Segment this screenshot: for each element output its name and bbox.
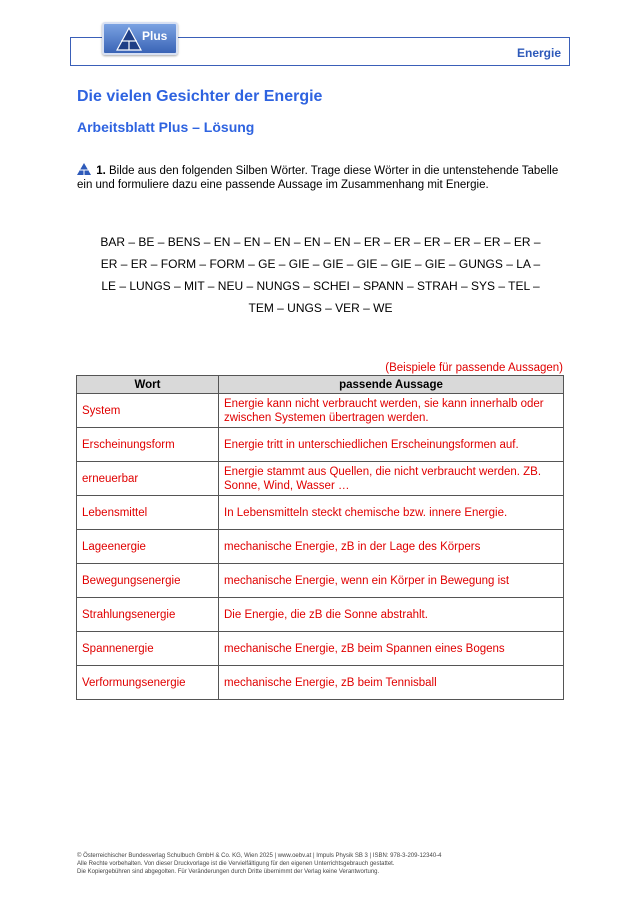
statement-cell: Energie stammt aus Quellen, die nicht verbraucht werden. ZB. Sonne, Wind, Wasser … [219,462,564,496]
statement-cell: mechanische Energie, wenn ein Körper in Bewegung ist [219,564,564,598]
examples-note: (Beispiele für passende Aussagen) [385,362,563,374]
word-cell: Spannenergie [77,632,219,666]
triangle-logo-icon [116,27,142,51]
word-cell: Strahlungsenergie [77,598,219,632]
statement-cell: Energie tritt in unterschiedlichen Erscheinungsformen auf. [219,428,564,462]
footer-line: © Österreichischer Bundesverlag Schulbuch GmbH & Co. KG, Wien 2025 | www.oebv.at | Impuls Physik SB 3 | ISBN: 978-3-209-12340-4 [77,853,442,859]
page-title: Die vielen Gesichter der Energie [77,88,323,105]
task-text: Bilde aus den folgenden Silben Wörter. Trage diese Wörter in die untenstehende Tabelle ein und formuliere dazu eine passende Aussage im Zusammenhang mit Energie. [77,165,559,191]
syllable-list [77,231,564,319]
syllable-line: LE – LUNGS – MIT – NEU – NUNGS – SCHEI – SPANN – STRAH – SYS – TEL – [101,279,540,293]
word-cell: Erscheinungsform [77,428,219,462]
copyright-footer [77,852,577,876]
table-row [77,564,564,598]
table-row [77,632,564,666]
footer-line: Die Kopiergebühren sind abgegolten. Für Veränderungen durch Dritte übernimmt der Verlag keine Verantwortung. [77,869,380,875]
statement-cell: Energie kann nicht verbraucht werden, sie kann innerhalb oder zwischen Systemen übertragen werden. [219,394,564,428]
footer-line: Alle Rechte vorbehalten. Von dieser Druckvorlage ist die Vervielfältigung für den eigenen Unterrichtsgebrauch gestattet. [77,861,395,867]
table-row [77,496,564,530]
statement-cell: mechanische Energie, zB beim Spannen eines Bogens [219,632,564,666]
statement-cell: mechanische Energie, zB beim Tennisball [219,666,564,700]
word-cell: erneuerbar [77,462,219,496]
syllable-line: ER – ER – FORM – FORM – GE – GIE – GIE – GIE – GIE – GIE – GUNGS – LA – [100,257,541,271]
answer-table [76,375,564,700]
word-cell: Lebensmittel [77,496,219,530]
column-header-statement: passende Aussage [219,376,564,394]
subject-label: Energie [516,46,561,60]
statement-cell: mechanische Energie, zB in der Lage des Körpers [219,530,564,564]
triangle-icon [77,163,91,175]
statement-cell: Die Energie, die zB die Sonne abstrahlt. [219,598,564,632]
table-row [77,598,564,632]
task-number: 1. [96,165,106,177]
task-instruction [77,163,567,192]
table-row [77,462,564,496]
table-header-row [77,376,564,394]
statement-cell: In Lebensmitteln steckt chemische bzw. innere Energie. [219,496,564,530]
table-row [77,666,564,700]
logo-text: Plus [142,29,168,43]
word-cell: Verformungsenergie [77,666,219,700]
syllable-line: BAR – BE – BENS – EN – EN – EN – EN – EN – ER – ER – ER – ER – ER – ER – [100,235,541,249]
plus-logo [102,22,178,55]
word-cell: System [77,394,219,428]
syllable-line: TEM – UNGS – VER – WE [248,301,393,315]
page-subtitle: Arbeitsblatt Plus – Lösung [77,119,255,135]
table-row [77,394,564,428]
word-cell: Lageenergie [77,530,219,564]
table-row [77,428,564,462]
table-row [77,530,564,564]
column-header-word: Wort [77,376,219,394]
word-cell: Bewegungsenergie [77,564,219,598]
